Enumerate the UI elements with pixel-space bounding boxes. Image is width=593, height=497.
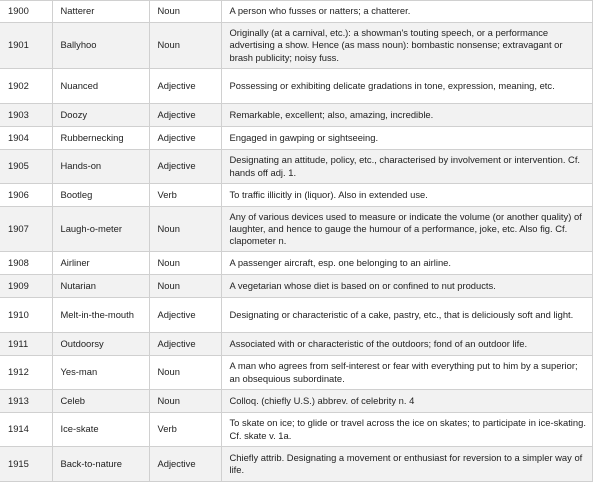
table-row	[0, 23, 592, 69]
table-row	[0, 1, 592, 23]
part-of-speech-cell: Adjective	[149, 69, 221, 104]
table-row	[0, 207, 592, 252]
table-row	[0, 356, 592, 390]
word-cell: Nuanced	[52, 69, 149, 104]
definition-cell: A person who fusses or natters; a chatterer.	[221, 1, 592, 23]
word-cell: Yes-man	[52, 356, 149, 390]
year-cell: 1910	[0, 298, 52, 333]
definition-cell: To traffic illicitly in (liquor). Also in extended use.	[221, 184, 592, 207]
table-row	[0, 127, 592, 150]
word-table-body	[0, 1, 592, 482]
word-cell: Airliner	[52, 252, 149, 275]
definition-cell: Remarkable, excellent; also, amazing, incredible.	[221, 104, 592, 127]
definition-cell: Designating an attitude, policy, etc., characterised by involvement or intervention. Cf. hands off adj. 1.	[221, 150, 592, 184]
year-cell: 1911	[0, 333, 52, 356]
year-cell: 1903	[0, 104, 52, 127]
definition-cell: A vegetarian whose diet is based on or confined to nut products.	[221, 275, 592, 298]
part-of-speech-cell: Noun	[149, 207, 221, 252]
year-cell: 1904	[0, 127, 52, 150]
word-cell: Celeb	[52, 390, 149, 413]
table-row	[0, 275, 592, 298]
definition-cell: A passenger aircraft, esp. one belonging to an airline.	[221, 252, 592, 275]
word-cell: Doozy	[52, 104, 149, 127]
part-of-speech-cell: Adjective	[149, 298, 221, 333]
year-cell: 1901	[0, 23, 52, 69]
year-cell: 1905	[0, 150, 52, 184]
year-cell: 1907	[0, 207, 52, 252]
table-row	[0, 150, 592, 184]
year-cell: 1902	[0, 69, 52, 104]
table-row	[0, 69, 592, 104]
part-of-speech-cell: Adjective	[149, 447, 221, 482]
definition-cell: Designating or characteristic of a cake, pastry, etc., that is deliciously soft and light.	[221, 298, 592, 333]
table-row	[0, 390, 592, 413]
part-of-speech-cell: Adjective	[149, 127, 221, 150]
year-cell: 1912	[0, 356, 52, 390]
part-of-speech-cell: Noun	[149, 1, 221, 23]
table-row	[0, 252, 592, 275]
definition-cell: A man who agrees from self-interest or fear with everything put to him by a superior; an obsequious subordinate.	[221, 356, 592, 390]
part-of-speech-cell: Verb	[149, 184, 221, 207]
year-cell: 1908	[0, 252, 52, 275]
part-of-speech-cell: Adjective	[149, 333, 221, 356]
definition-cell: Originally (at a carnival, etc.): a showman's touting speech, or a performance advertising a show. Hence (as mass noun): bombastic nonsense; extravagant or brash publicity; noisy fuss.	[221, 23, 592, 69]
year-cell: 1909	[0, 275, 52, 298]
year-cell: 1915	[0, 447, 52, 482]
table-row	[0, 333, 592, 356]
part-of-speech-cell: Adjective	[149, 150, 221, 184]
definition-cell: Possessing or exhibiting delicate gradations in tone, expression, meaning, etc.	[221, 69, 592, 104]
definition-cell: Colloq. (chiefly U.S.) abbrev. of celebrity n. 4	[221, 390, 592, 413]
part-of-speech-cell: Noun	[149, 390, 221, 413]
word-cell: Natterer	[52, 1, 149, 23]
year-cell: 1914	[0, 413, 52, 447]
year-cell: 1906	[0, 184, 52, 207]
part-of-speech-cell: Noun	[149, 275, 221, 298]
word-cell: Nutarian	[52, 275, 149, 298]
word-cell: Laugh-o-meter	[52, 207, 149, 252]
word-cell: Melt-in-the-mouth	[52, 298, 149, 333]
table-row	[0, 104, 592, 127]
word-cell: Ballyhoo	[52, 23, 149, 69]
definition-cell: To skate on ice; to glide or travel across the ice on skates; to participate in ice-skating. Cf. skate v. 1a.	[221, 413, 592, 447]
year-cell: 1913	[0, 390, 52, 413]
table-row	[0, 298, 592, 333]
word-cell: Back-to-nature	[52, 447, 149, 482]
word-cell: Rubbernecking	[52, 127, 149, 150]
word-cell: Ice-skate	[52, 413, 149, 447]
part-of-speech-cell: Noun	[149, 23, 221, 69]
part-of-speech-cell: Noun	[149, 252, 221, 275]
part-of-speech-cell: Verb	[149, 413, 221, 447]
definition-cell: Chiefly attrib. Designating a movement or enthusiast for reversion to a simpler way of life.	[221, 447, 592, 482]
part-of-speech-cell: Noun	[149, 356, 221, 390]
table-row	[0, 184, 592, 207]
table-row	[0, 447, 592, 482]
table-row	[0, 413, 592, 447]
part-of-speech-cell: Adjective	[149, 104, 221, 127]
definition-cell: Any of various devices used to measure or indicate the volume (or another quality) of laughter, and hence to gauge the humour of a performance, joke, etc. Also fig. Cf. clapometer n.	[221, 207, 592, 252]
word-cell: Bootleg	[52, 184, 149, 207]
definition-cell: Associated with or characteristic of the outdoors; fond of an outdoor life.	[221, 333, 592, 356]
year-cell: 1900	[0, 1, 52, 23]
word-cell: Hands-on	[52, 150, 149, 184]
definition-cell: Engaged in gawping or sightseeing.	[221, 127, 592, 150]
word-cell: Outdoorsy	[52, 333, 149, 356]
